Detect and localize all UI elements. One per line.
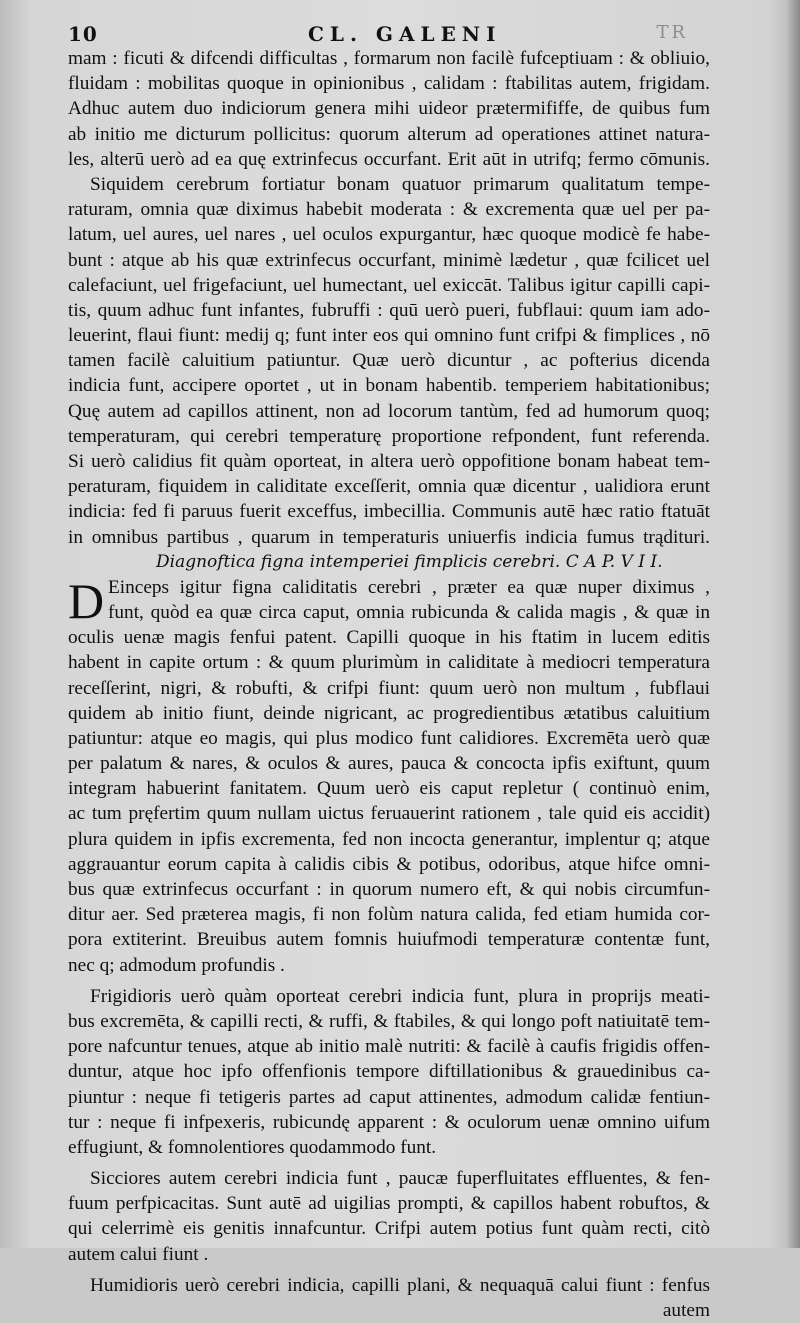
text-line: fluidam : mobilitas quoque in opinionibus , calidam : ftabilitas autem, frigidam. <box>68 73 710 95</box>
text-line: oculis uenæ magis fenfui patent. Capilli quoque in his ftatim in lucem editis <box>68 627 710 649</box>
text-line: duntur, atque hoc ipfo offenfionis tempore diftillationibus & grauedinibus ca- <box>68 1061 710 1083</box>
text-line: Sicciores autem cerebri indicia funt , paucæ fuperfluitates effluentes, & fen- <box>90 1168 710 1190</box>
text-line: raturam, omnia quæ diximus habebit moderata : & excrementa quæ uel per pa- <box>68 199 710 221</box>
text-line: Si uerò calidius fit quàm oporteat, in altera uerò oppofitione bonam habeat tem- <box>68 451 710 472</box>
text-line: funt, quòd ea quæ circa caput, omnia rubicunda & calida magis , & quæ in <box>108 601 710 623</box>
text-line: Quę autem ad capillos attinent, non ad locorum tantùm, fed ad humorum quoq; <box>68 400 710 422</box>
text-line: mam : ficuti & difcendi difficultas , formarum non facilè fufceptiuam : & obliuio, <box>68 48 710 69</box>
paragraph-1 <box>68 46 710 172</box>
body-text <box>68 46 710 1323</box>
text-line: piuntur : neque fi tetigeris partes ad caput attinentes, admodum calidæ fentiun- <box>68 1086 710 1108</box>
text-line: effugiunt, & fomnolentiores quodammodo funt. <box>68 1136 437 1158</box>
text-line: pore nafcuntur tenues, atque ab initio malè nutriti: & facilè à caufis frigidis offen- <box>68 1036 710 1058</box>
text-line: tur : neque fi infpexeris, rubicundę apparent : & oculorum uenæ omnino uifum <box>68 1111 710 1133</box>
text-line: nec q; admodum profundis . <box>68 954 285 976</box>
bleed-through-text: TR <box>656 22 688 43</box>
text-line: indicia: fed fi paruus fuerit exceffus, imbecillia. Communis autē hæc ratio ftatuāt <box>68 501 710 523</box>
text-line: calefaciunt, uel frigefaciunt, uel humectant, uel exiccāt. Talibus igitur capilli capi- <box>68 274 710 296</box>
text-line: les, alterū uerò ad ea quę extrinfecus occurfant. Erit aūt in utrifq; fermo cōmunis. <box>68 148 710 170</box>
page-number: 10 <box>68 22 98 46</box>
text-line: fuum perfpicacitas. Sunt autē ad uigilias prompti, & capillos habent robuftos, & <box>68 1193 710 1215</box>
text-line: ab initio me dicturum pollicitus: quorum alterum ad operationes attinet natura- <box>68 123 710 145</box>
text-line: temperaturam, qui cerebri temperaturę proportione refpondent, funt referenda. <box>68 425 710 447</box>
paragraph-5 <box>68 1166 710 1267</box>
catchword: autem <box>662 1300 710 1321</box>
text-line: bus quæ extrinfecus occurfant : in quorum numero eft, & qui nobis circumfun- <box>68 879 710 900</box>
text-line: peraturam, fiquidem in caliditate exceſſerit, omnia quæ dicentur , ualidiora erunt <box>68 476 710 498</box>
text-line: per palatum & nares, & oculos & aures, pauca & concocta ipfis exiftunt, quum <box>68 753 710 775</box>
text-line: aggrauantur eorum capita à calidis cibis & potibus, odoribus, atque hifce omni- <box>68 853 710 875</box>
chapter-heading: Diagnoftica figna intemperiei fimplicis cerebri. C A P. V I I. <box>156 551 663 572</box>
text-line: qui celerrimè eis genitis innafcuntur. Crifpi autem potius funt quàm recti, citò <box>68 1218 710 1240</box>
text-line: bus excremēta, & capilli recti, & ruffi, & ftabiles, & qui longo poft natiuitatē tem- <box>68 1010 710 1032</box>
text-line: bunt : atque ab his quæ extrinfecus occurfant, minimè lædetur , quæ fcilicet uel <box>68 249 710 271</box>
text-line: patiuntur: atque eo magis, qui plus modico funt calidiores. Excremēta uerò quæ <box>68 727 710 749</box>
text-line: latum, uel aures, uel nares , uel oculos expurgantur, hæc quoque modicè fe habe- <box>68 224 710 246</box>
drop-cap: D <box>68 572 105 629</box>
text-line: quidem ab initio fiunt, deinde nigricant, ac progredientibus ætatibus caluitium <box>68 702 710 724</box>
text-line: Siquidem cerebrum fortiatur bonam quatuor primarum qualitatum tempe- <box>90 173 710 195</box>
text-line: Adhuc autem duo indiciorum genera mihi uideor prætermififfe, de quibus fum <box>68 98 710 120</box>
text-line: in omnibus partibus , quarum in temperaturis uniuerfis indicia fumus trądituri. <box>68 526 710 548</box>
text-line: leuerint, flaui fiunt: medij q; funt inter eos qui omnino funt crifpi & fimplices , nō <box>68 325 710 347</box>
text-line: pora extiterint. Breuibus autem fomnis huiufmodi temperaturæ contentæ funt, <box>68 929 710 951</box>
text-line: tamen facilè caluitium patiuntur. Quæ uerò dicuntur , ac pofterius dicenda <box>68 350 710 372</box>
text-line: Humidioris uerò cerebri indicia, capilli plani, & nequaquā calui fiunt : fenfus <box>90 1274 710 1296</box>
paragraph-2 <box>68 172 710 550</box>
text-line: habent in capite ortum : & quum plurimùm in caliditate à mediocri temperatura <box>68 652 710 674</box>
text-line: ac tum pręfertim quum nullam uictus feruauerint rationem , tale quid eis accidit) <box>68 803 710 825</box>
text-line: receſſerint, nigri, & robufti, & crifpi fiunt: quum uerò non multum , fubflaui <box>68 677 710 699</box>
text-line: tis, quum adhuc funt infantes, fubruffi : quū uerò pueri, fubflaui: quum iam ado- <box>68 299 710 321</box>
text-line: ditur aer. Sed præterea magis, fi non folùm natura calida, fed etiam humida cor- <box>68 904 710 926</box>
running-head: CL. GALENI <box>308 22 502 46</box>
page-edge-shadow <box>786 0 800 1248</box>
text-line: Frigidioris uerò quàm oporteat cerebri indicia funt, plura in proprijs meati- <box>90 985 710 1007</box>
text-line: integram habuerint fanitatem. Quum uerò eis caput repletur ( continuò enim, <box>68 778 710 800</box>
paragraph-6 <box>68 1273 710 1323</box>
text-line: autem calui fiunt . <box>68 1243 209 1265</box>
paragraph-3 <box>68 572 710 978</box>
text-line: plura quidem in ipfis excrementa, fed non incocta generantur, implentur q; atque <box>68 828 710 850</box>
paragraph-4 <box>68 984 710 1160</box>
text-line: indicia funt, accipere oportet , ut in bonam habentib. temperiem habitationibus; <box>68 375 710 397</box>
text-line: Einceps igitur figna caliditatis cerebri , præter ea quæ nuper diximus , <box>108 576 710 598</box>
